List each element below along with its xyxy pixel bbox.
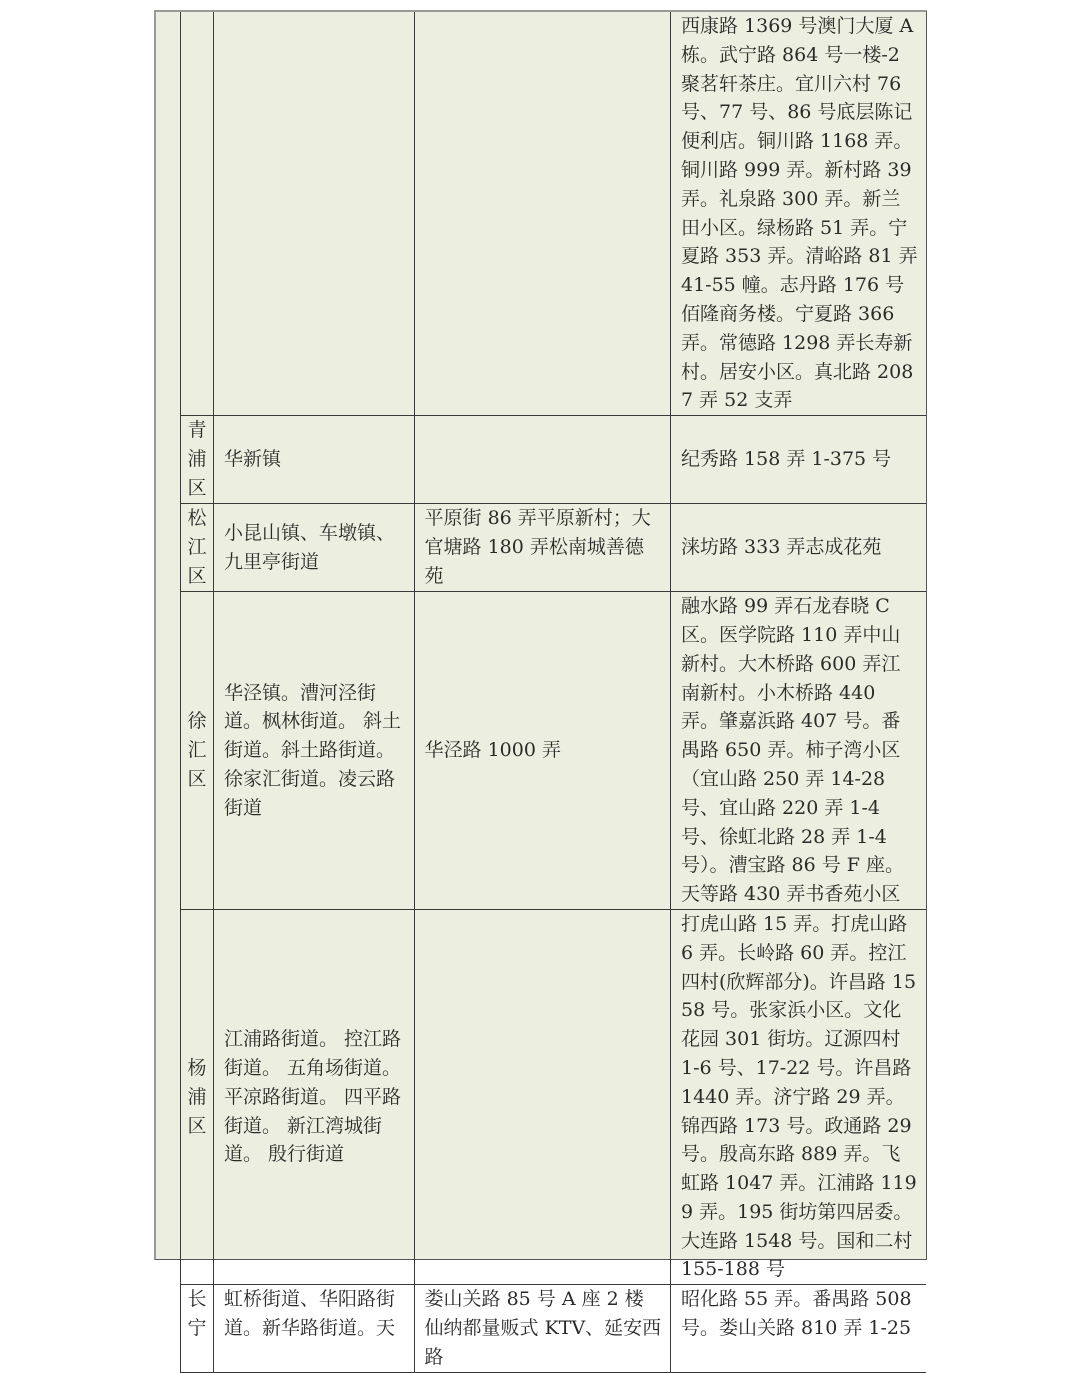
district-cell: 长宁 [181,1285,214,1372]
district-cell [181,12,214,416]
addresses-cell: 纪秀路 158 弄 1-375 号 [670,416,926,504]
addresses-cell: 涞坊路 333 弄志成花苑 [670,504,926,592]
places-cell [414,12,670,416]
table-row [181,909,927,1284]
table-row [181,416,927,504]
addresses-cell: 打虎山路 15 弄。打虎山路 6 弄。长岭路 60 弄。控江四村(欣辉部分)。许昌路 1558 号。张家浜小区。文化花园 301 街坊。辽源四村 1-6 号、17-22 号。许昌路 1440 弄。济宁路 29 弄。锦西路 173 号。政通路 29 号。殷高东路 889 弄。飞虹路 1047 弄。江浦路 1199 弄。195 街坊第四居委。大连路 1548 号。国和二村 155-188 号 [670,909,926,1284]
places-cell [414,416,670,504]
streets-cell: 华泾镇。漕河泾街道。枫林街道。 斜土街道。斜土路街道。徐家汇街道。凌云路街道 [213,592,414,910]
streets-cell: 虹桥街道、华阳路街道。新华路街道。天 [213,1285,414,1372]
places-cell: 娄山关路 85 号 A 座 2 楼仙纳都量贩式 KTV、延安西路 [414,1285,670,1372]
table-row [181,504,927,592]
places-cell: 华泾路 1000 弄 [414,592,670,910]
addresses-cell: 西康路 1369 号澳门大厦 A 栋。武宁路 864 号一楼-2 聚茗轩茶庄。宜川六村 76 号、77 号、86 号底层陈记便利店。铜川路 1168 弄。铜川路 999 弄。新村路 39 弄。礼泉路 300 弄。新兰田小区。绿杨路 51 弄。宁夏路 353 弄。清峪路 81 弄 41-55 幢。志丹路 176 号佰隆商务楼。宁夏路 366 弄。常德路 1298 弄长寿新村。居安小区。真北路 2087 弄 52 支弄 [670,12,926,416]
district-cell: 松江区 [181,504,214,592]
district-cell: 杨浦区 [181,909,214,1284]
table-row [181,12,927,416]
addresses-cell: 融水路 99 弄石龙春晓 C 区。医学院路 110 弄中山新村。大木桥路 600 弄江南新村。小木桥路 440 弄。肇嘉浜路 407 号。番禺路 650 弄。柿子湾小区（宜山路 250 弄 14-28 号、宜山路 220 弄 1-4 号、徐虹北路 28 弄 1-4 号）。漕宝路 86 号 F 座。天等路 430 弄书香苑小区 [670,592,926,910]
places-cell: 平原街 86 弄平原新村；大官塘路 180 弄松南城善德苑 [414,504,670,592]
addresses-cell: 昭化路 55 弄。番禺路 508 号。娄山关路 810 弄 1-25 [670,1285,926,1372]
document-page [154,10,927,1368]
places-cell [414,909,670,1284]
streets-cell [213,12,414,416]
streets-cell: 小昆山镇、车墩镇、九里亭街道 [213,504,414,592]
streets-cell: 江浦路街道。 控江路街道。 五角场街道。平凉路街道。 四平路街道。 新江湾城街道。 殷行街道 [213,909,414,1284]
table-row [181,1285,927,1372]
address-table [180,12,926,1373]
district-cell: 徐汇区 [181,592,214,910]
district-cell: 青浦区 [181,416,214,504]
table-row [181,592,927,910]
streets-cell: 华新镇 [213,416,414,504]
